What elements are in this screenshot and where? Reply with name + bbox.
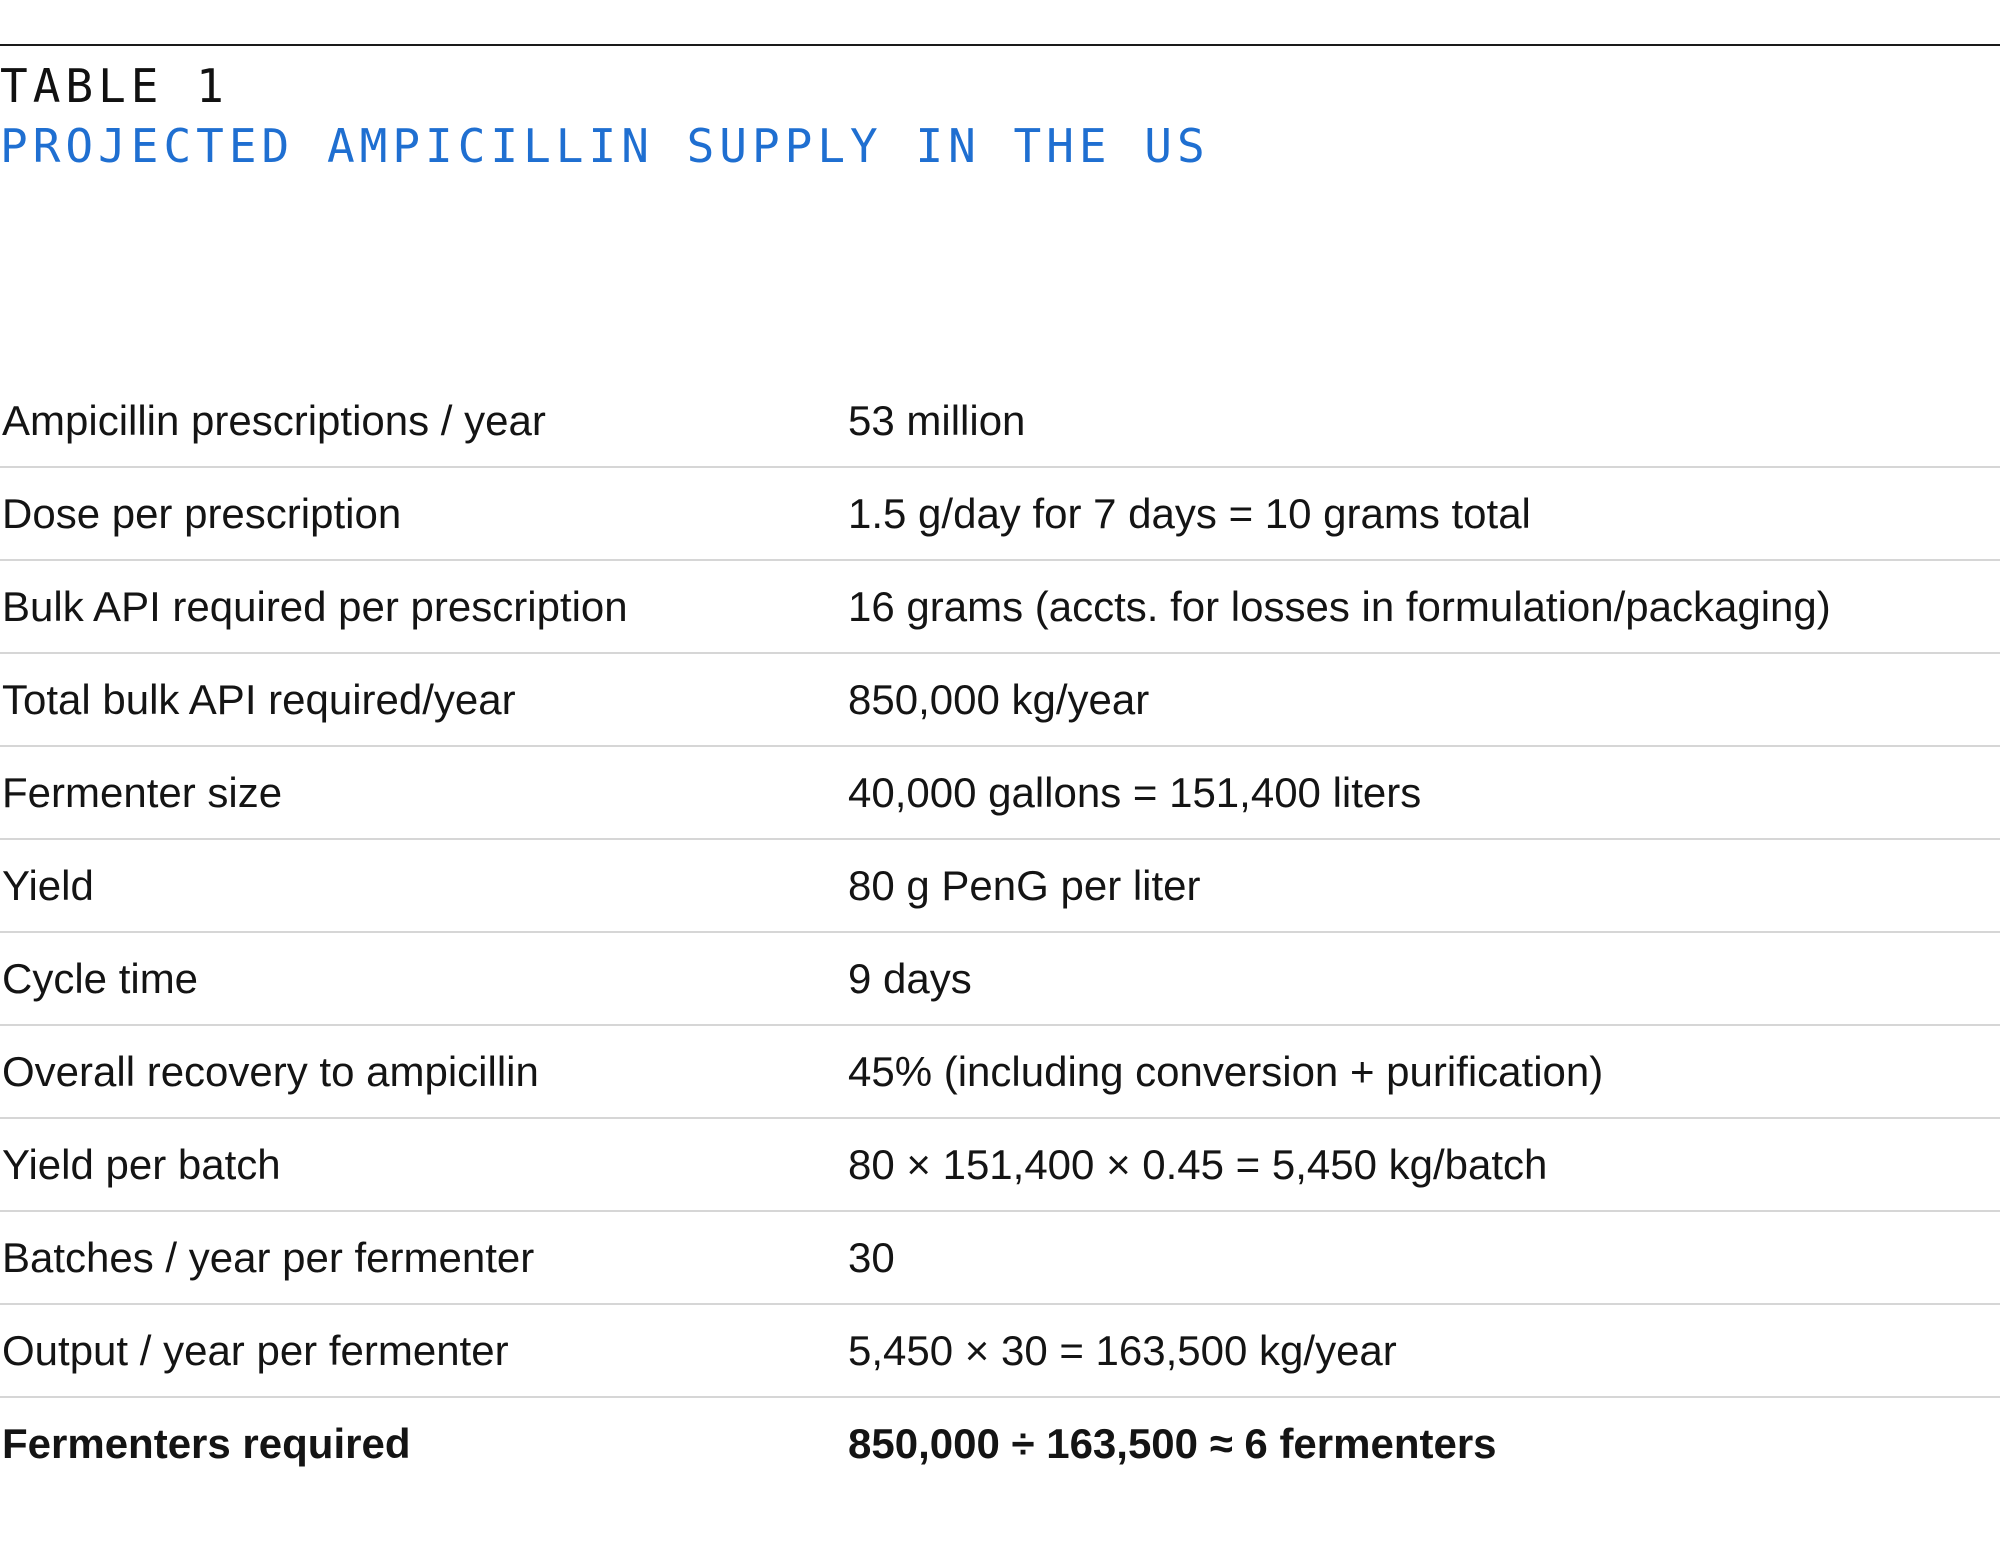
row-label: Total bulk API required/year bbox=[0, 653, 846, 746]
row-label: Fermenter size bbox=[0, 746, 846, 839]
table-number: TABLE 1 bbox=[0, 59, 229, 113]
row-value: 53 million bbox=[846, 375, 2000, 467]
table-row bbox=[0, 932, 2000, 1025]
table-row bbox=[0, 560, 2000, 653]
table-row bbox=[0, 653, 2000, 746]
table-row bbox=[0, 1304, 2000, 1397]
row-label: Batches / year per fermenter bbox=[0, 1211, 846, 1304]
table-row-total bbox=[0, 1397, 2000, 1489]
row-value: 16 grams (accts. for losses in formulation/packaging) bbox=[846, 560, 2000, 653]
row-label: Cycle time bbox=[0, 932, 846, 1025]
table-row bbox=[0, 375, 2000, 467]
supply-table bbox=[0, 375, 2000, 1489]
top-rule bbox=[0, 44, 2000, 46]
row-label: Ampicillin prescriptions / year bbox=[0, 375, 846, 467]
table-row bbox=[0, 1025, 2000, 1118]
row-value: 40,000 gallons = 151,400 liters bbox=[846, 746, 2000, 839]
row-label: Dose per prescription bbox=[0, 467, 846, 560]
row-value: 80 g PenG per liter bbox=[846, 839, 2000, 932]
row-label: Fermenters required bbox=[2, 1419, 411, 1467]
table-row bbox=[0, 467, 2000, 560]
row-value: 30 bbox=[846, 1211, 2000, 1304]
table-title: PROJECTED AMPICILLIN SUPPLY IN THE US bbox=[0, 119, 1210, 173]
row-label: Output / year per fermenter bbox=[0, 1304, 846, 1397]
table-row bbox=[0, 839, 2000, 932]
row-value: 850,000 kg/year bbox=[846, 653, 2000, 746]
row-value: 850,000 ÷ 163,500 ≈ 6 fermenters bbox=[848, 1419, 1497, 1467]
table-row bbox=[0, 1118, 2000, 1211]
row-label: Yield bbox=[0, 839, 846, 932]
row-label: Yield per batch bbox=[0, 1118, 846, 1211]
row-value: 80 × 151,400 × 0.45 = 5,450 kg/batch bbox=[846, 1118, 2000, 1211]
table-row bbox=[0, 1211, 2000, 1304]
row-label: Bulk API required per prescription bbox=[0, 560, 846, 653]
table-row bbox=[0, 746, 2000, 839]
row-label: Overall recovery to ampicillin bbox=[0, 1025, 846, 1118]
row-value: 9 days bbox=[846, 932, 2000, 1025]
row-value: 5,450 × 30 = 163,500 kg/year bbox=[846, 1304, 2000, 1397]
row-value: 45% (including conversion + purification) bbox=[846, 1025, 2000, 1118]
row-value: 1.5 g/day for 7 days = 10 grams total bbox=[846, 467, 2000, 560]
